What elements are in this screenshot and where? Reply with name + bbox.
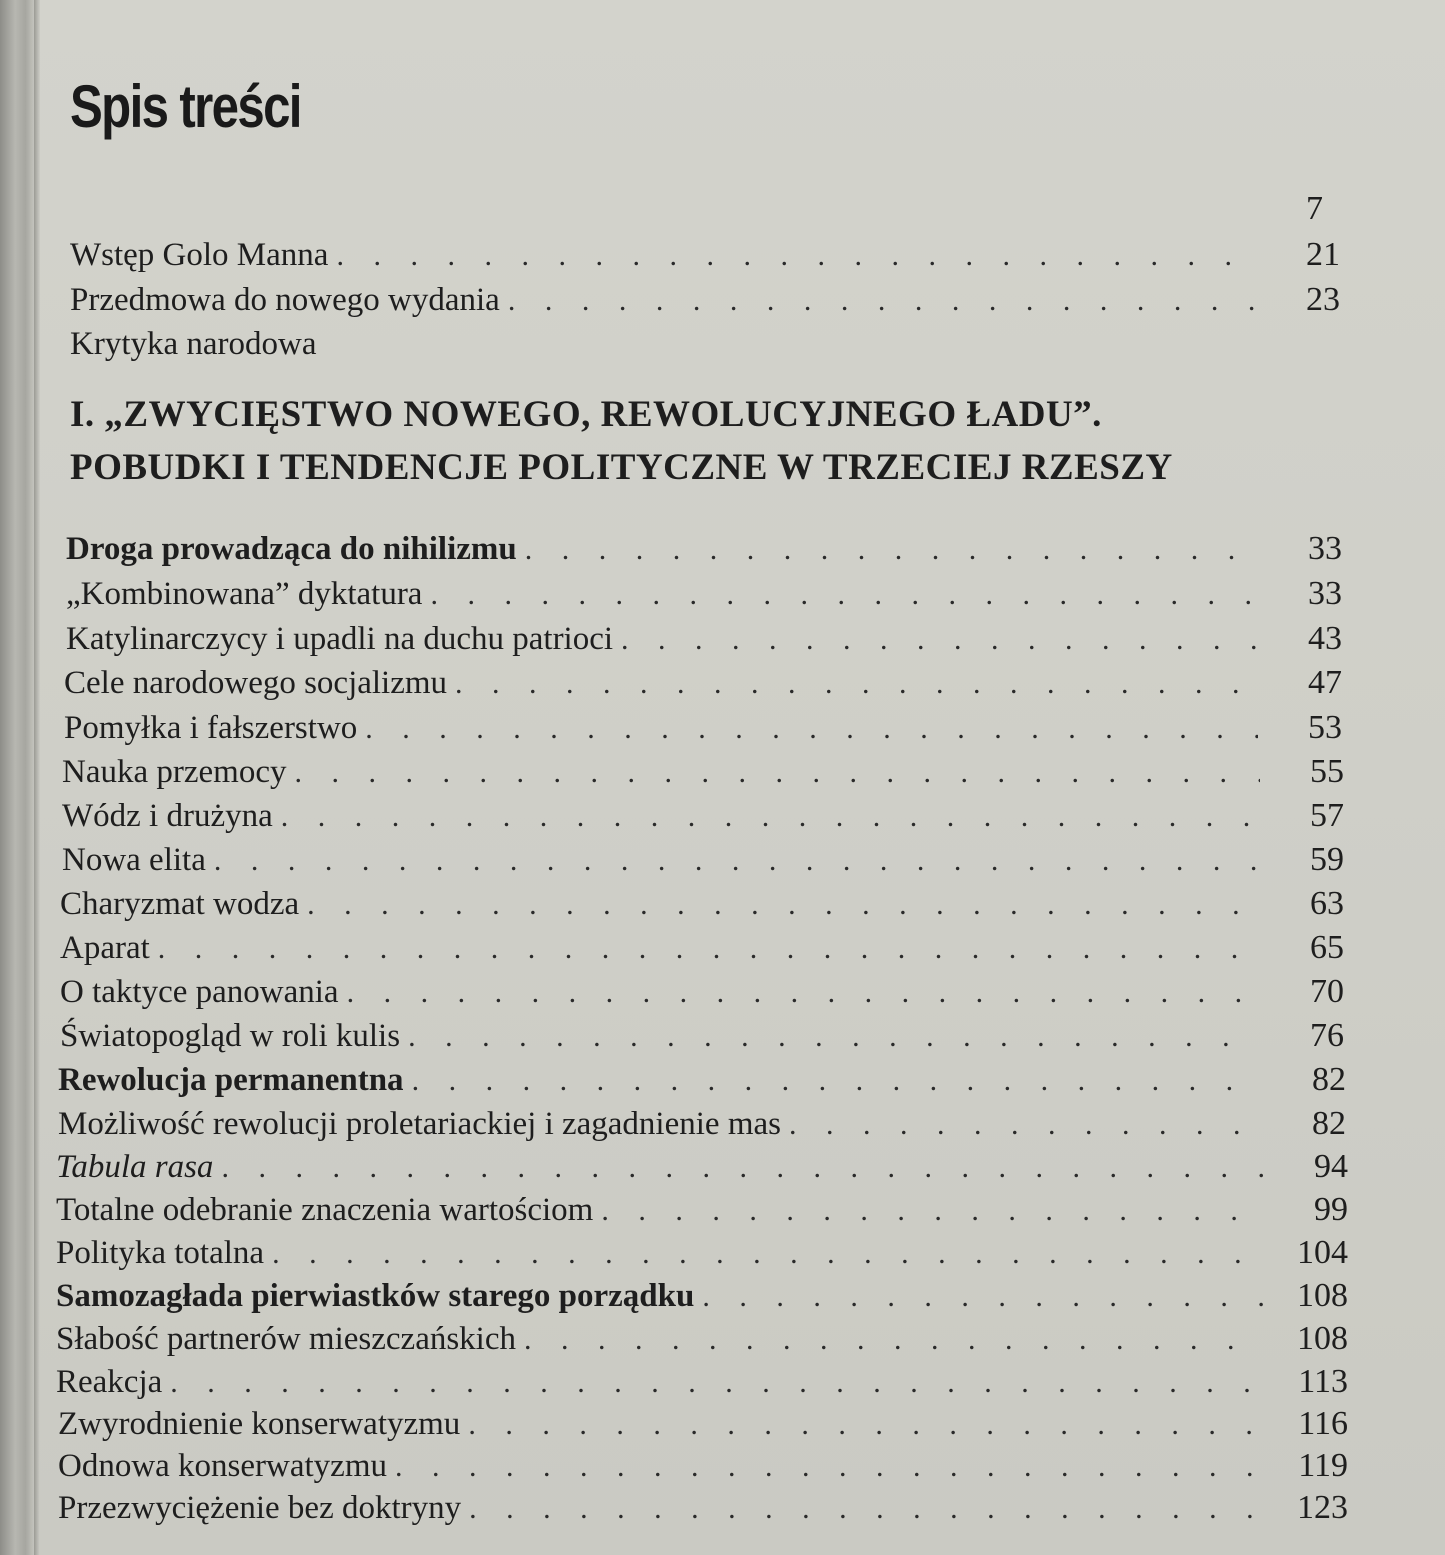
toc-entry [56, 1234, 1348, 1278]
toc-entry-label: Pomyłka i fałszerstwo [64, 710, 358, 746]
toc-entry [66, 575, 1342, 619]
toc-leader-dots [430, 578, 1258, 612]
toc-entry-label: Wódz i drużyna [62, 798, 273, 834]
toc-page-number: 82 [1312, 1105, 1346, 1142]
toc-entry-label: Przedmowa do nowego wydania [70, 282, 500, 318]
toc-entry [64, 709, 1342, 753]
toc-page-number: 70 [1310, 973, 1344, 1010]
toc-entry [60, 929, 1344, 973]
toc-entry-label: Totalne odebranie znaczenia wartościom [56, 1192, 594, 1228]
toc-page-number: 47 [1308, 664, 1342, 701]
toc-page-number: 113 [1298, 1363, 1348, 1400]
chapter-heading-line2: POBUDKI I TENDENCJE POLITYCZNE W TRZECIEJ RZESZY [70, 447, 1173, 488]
toc-leader-dots [468, 1408, 1264, 1442]
toc-page-number: 21 [1306, 236, 1340, 273]
toc-entry-label: Tabula rasa [56, 1149, 214, 1185]
toc-entry-label: Nauka przemocy [62, 754, 287, 790]
toc-page-number: 119 [1298, 1447, 1348, 1484]
toc-page-number: 76 [1310, 1017, 1344, 1054]
toc-entry-label: Charyzmat wodza [60, 886, 300, 922]
toc-leader-dots [158, 932, 1260, 966]
toc-leader-dots [294, 756, 1260, 790]
toc-entry [58, 1489, 1348, 1533]
toc-leader-dots [524, 1323, 1264, 1357]
toc-leader-dots [508, 284, 1256, 318]
toc-entry [56, 1191, 1348, 1235]
toc-entry [70, 236, 1340, 280]
toc-entry-label: Światopogląd w roli kulis [60, 1018, 401, 1054]
toc-entry-label: Słabość partnerów mieszczańskich [56, 1321, 517, 1357]
toc-entry-label: Katylinarczycy i upadli na duchu patrioci [66, 621, 614, 657]
toc-leader-dots [281, 800, 1260, 834]
toc-entry-label: Odnowa konserwatyzmu [58, 1448, 388, 1484]
toc-page-number: 7 [1306, 190, 1323, 227]
toc-page-number: 59 [1310, 841, 1344, 878]
toc-leader-dots [408, 1020, 1260, 1054]
toc-entry-label: Reakcja [56, 1364, 163, 1400]
toc-leader-dots [214, 844, 1260, 878]
toc-page-number: 82 [1312, 1061, 1346, 1098]
toc-page-number: 108 [1297, 1320, 1348, 1357]
toc-entry [62, 841, 1344, 885]
toc-page-number: 57 [1310, 797, 1344, 834]
toc-entry-label: Wstęp Golo Manna [70, 237, 329, 273]
toc-entry [62, 797, 1344, 841]
toc-entry [58, 1405, 1348, 1449]
toc-entry-label: Przezwyciężenie bez doktryny [58, 1490, 462, 1526]
toc-entry [62, 753, 1344, 797]
toc-entry-label: „Kombinowana” dyktatura [66, 576, 423, 612]
toc-entry [66, 530, 1342, 574]
toc-entry-label: Rewolucja permanentna [58, 1062, 404, 1098]
toc-entry-label: Zwyrodnienie konserwatyzmu [58, 1406, 461, 1442]
toc-entry-label: Samozagłada pierwiastków starego porządku [56, 1278, 695, 1314]
toc-leader-dots [601, 1194, 1264, 1228]
toc-leader-dots [412, 1064, 1262, 1098]
toc-page-number: 123 [1297, 1489, 1348, 1526]
toc-entry [58, 1447, 1348, 1491]
toc-leader-dots [170, 1366, 1264, 1400]
toc-leader-dots [336, 239, 1256, 273]
toc-entry [66, 620, 1342, 664]
toc-entry-label: Możliwość rewolucji proletariackiej i zagadnienie mas [58, 1106, 781, 1142]
toc-entry-label: Droga prowadząca do nihilizmu [66, 531, 517, 567]
toc-leader-dots [469, 1492, 1264, 1526]
toc-page-number: 33 [1308, 530, 1342, 567]
toc-leader-dots [307, 888, 1260, 922]
toc-leader-dots [455, 667, 1258, 701]
toc-entry [60, 1017, 1344, 1061]
toc-entry-label: Aparat [60, 930, 150, 966]
toc-leader-dots [621, 623, 1258, 657]
toc-leader-dots [272, 1237, 1264, 1271]
toc-leader-dots [525, 533, 1258, 567]
toc-leader-dots [347, 976, 1260, 1010]
toc-leader-dots [702, 1280, 1264, 1314]
toc-entry-label: Krytyka narodowa [70, 326, 317, 362]
toc-page-number: 63 [1310, 885, 1344, 922]
toc-page-number: 116 [1298, 1405, 1348, 1442]
toc-entry [70, 281, 1340, 325]
toc-entry [56, 1277, 1348, 1321]
toc-entry [60, 973, 1344, 1017]
toc-entry [60, 885, 1344, 929]
toc-entry [70, 326, 1340, 370]
toc-leader-dots [789, 1108, 1262, 1142]
page-title: Spis treści [70, 73, 301, 140]
toc-entry-label: Polityka totalna [56, 1235, 265, 1271]
toc-entry-label: O taktyce panowania [60, 974, 339, 1010]
toc-leader-dots [221, 1151, 1264, 1185]
toc-entry [58, 1105, 1346, 1149]
toc-page-number: 23 [1306, 281, 1340, 318]
toc-entry-label: Cele narodowego socjalizmu [64, 665, 448, 701]
toc-page-number: 65 [1310, 929, 1344, 966]
toc-page-number: 33 [1308, 575, 1342, 612]
toc-entry [56, 1363, 1348, 1407]
toc-page-number: 94 [1314, 1148, 1348, 1185]
toc-entry [56, 1148, 1348, 1192]
chapter-heading-line1: I. „ZWYCIĘSTWO NOWEGO, REWOLUCYJNEGO ŁADU”. [70, 394, 1102, 435]
toc-entry [64, 664, 1342, 708]
toc-page-number: 43 [1308, 620, 1342, 657]
toc-entry-label: Nowa elita [62, 842, 206, 878]
toc-leader-dots [365, 712, 1258, 746]
toc-page-number: 53 [1308, 709, 1342, 746]
toc-page-number: 55 [1310, 753, 1344, 790]
toc-page-number: 108 [1297, 1277, 1348, 1314]
toc-leader-dots [395, 1450, 1264, 1484]
toc-page-number: 99 [1314, 1191, 1348, 1228]
toc-entry [56, 1320, 1348, 1364]
toc-entry [58, 1061, 1346, 1105]
toc-page-number: 104 [1297, 1234, 1348, 1271]
